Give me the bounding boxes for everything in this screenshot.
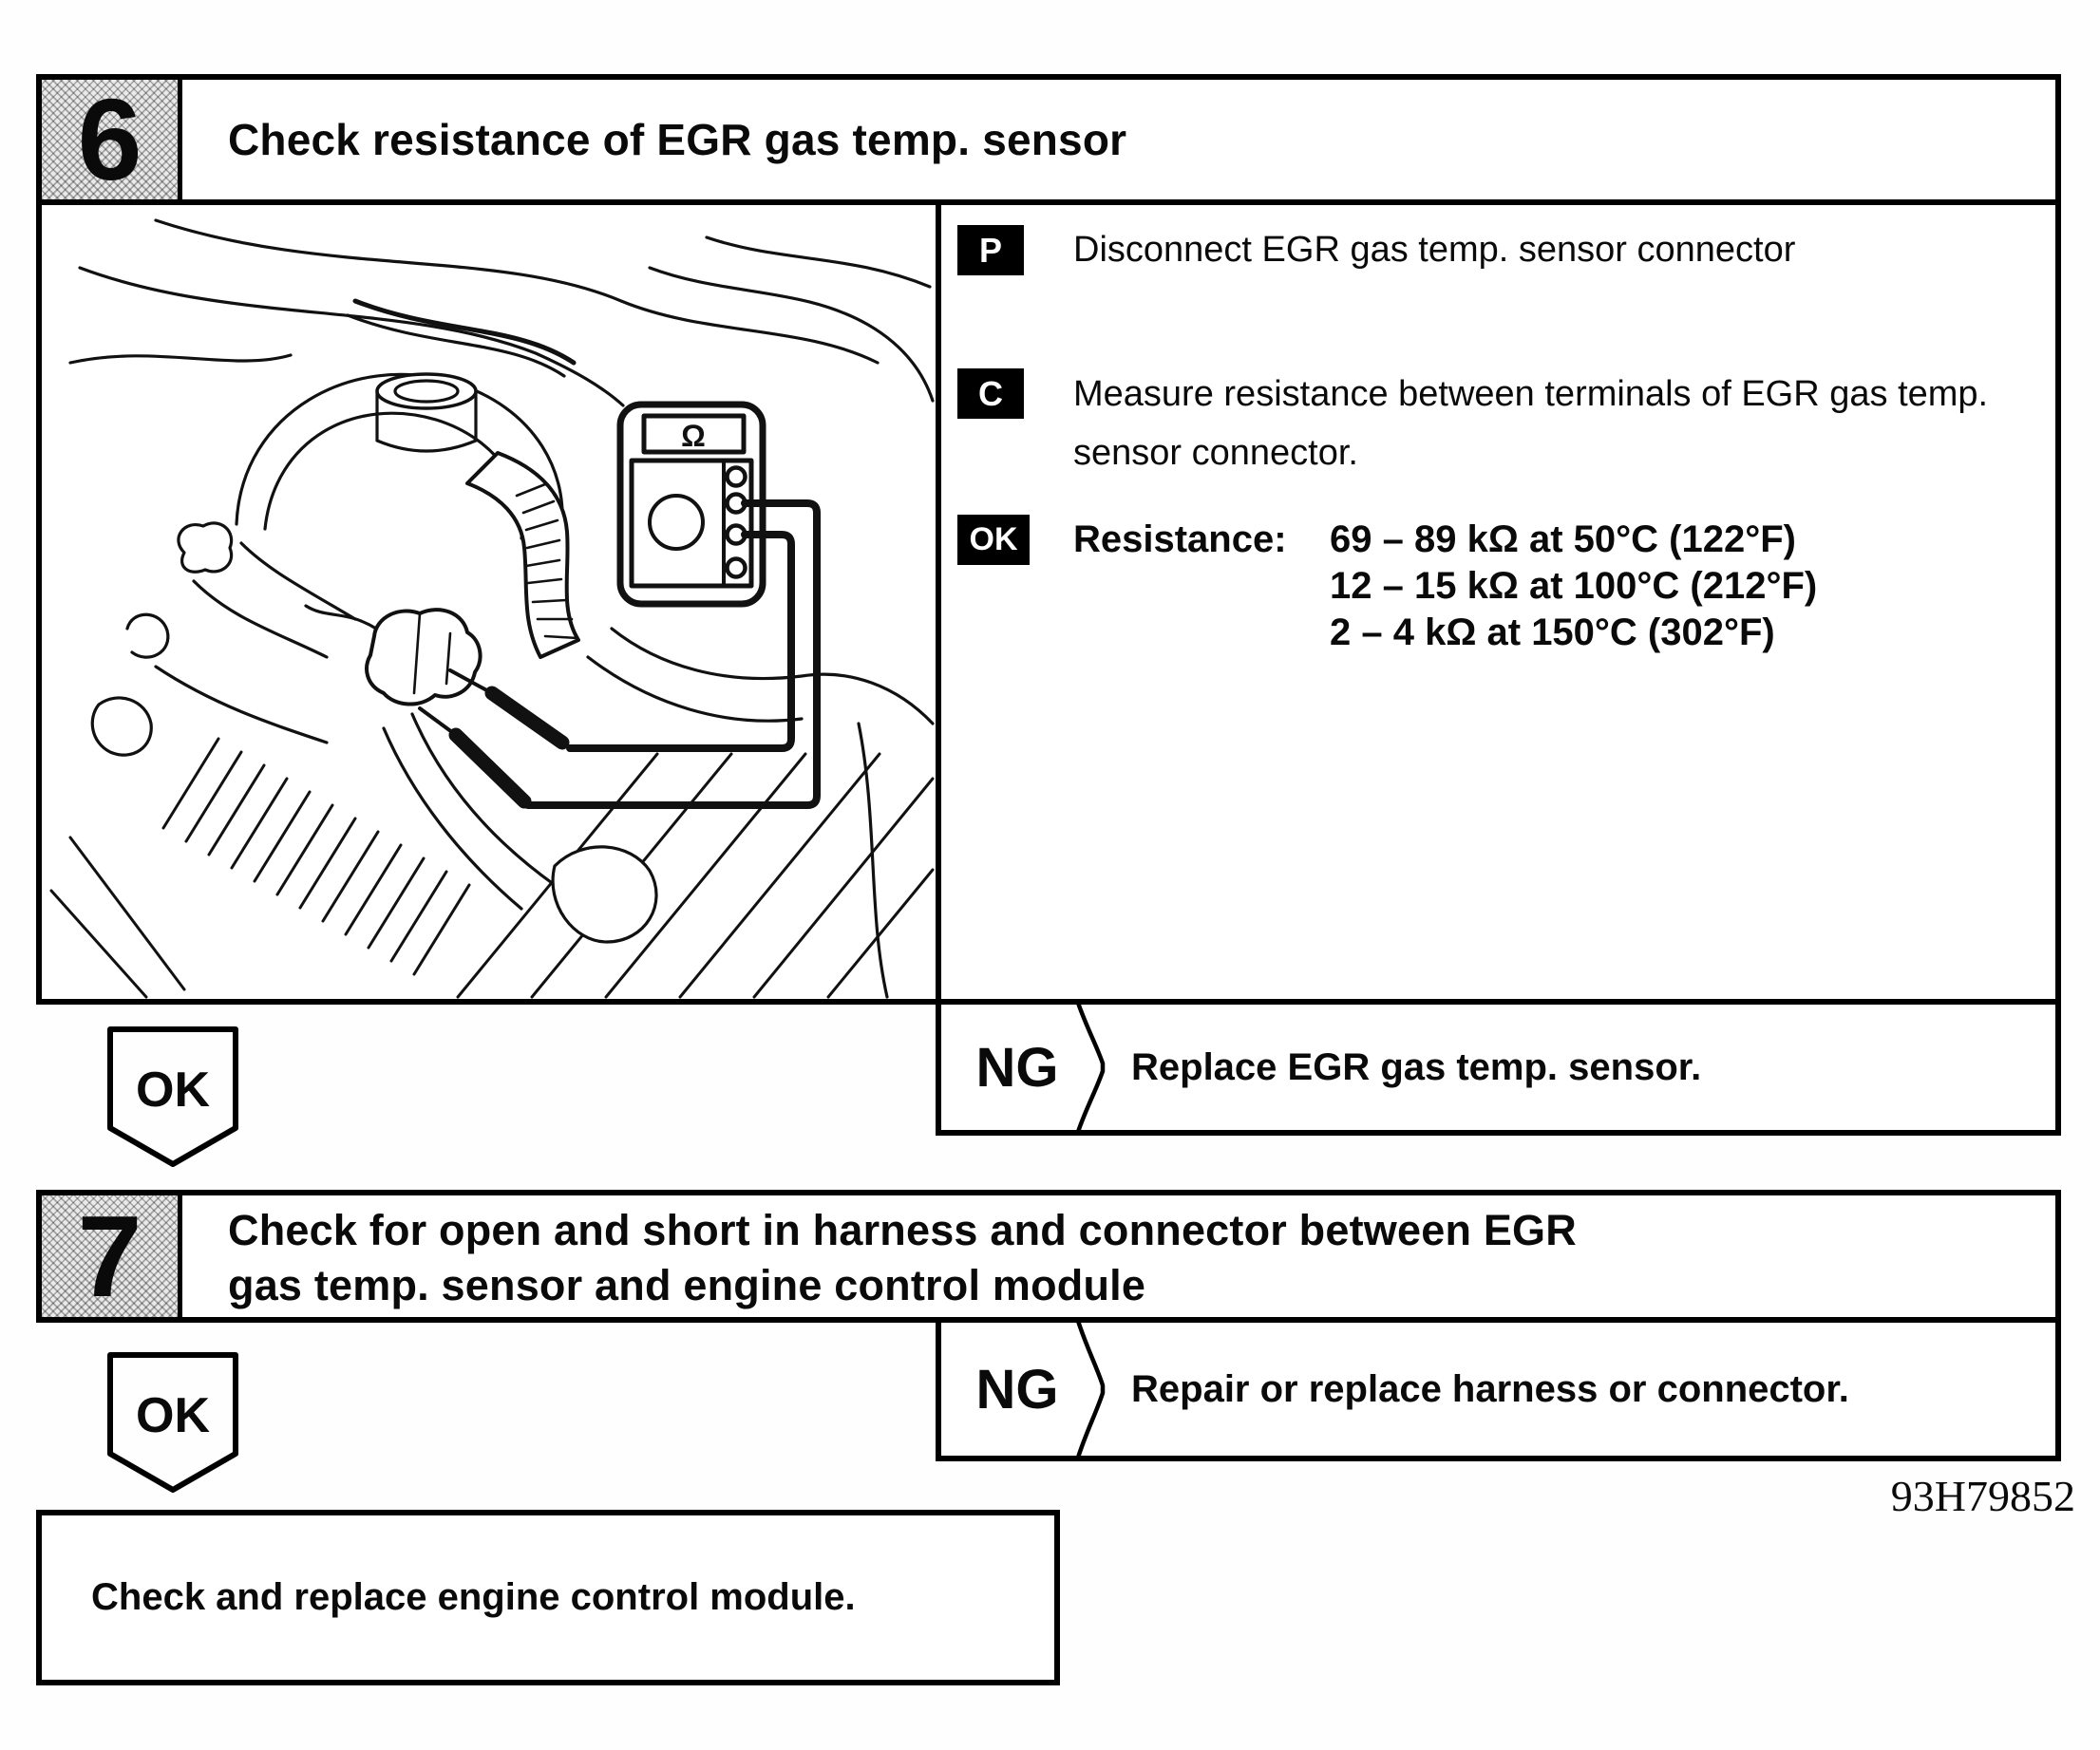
- procedure-badge-ok: OK: [957, 515, 1030, 565]
- frame-diagonals: [51, 754, 933, 997]
- procedure-badge-p: P: [957, 225, 1024, 275]
- plug-wire: [412, 714, 555, 885]
- resistance-value-row: 12 – 15 kΩ at 100°C (212°F): [1330, 565, 1818, 607]
- step7-number-cell: [42, 1192, 182, 1321]
- step7-title-line2: gas temp. sensor and engine control module: [228, 1261, 1146, 1309]
- step7-ng-label: NG: [975, 1358, 1059, 1421]
- step6-ok-label: OK: [136, 1063, 210, 1118]
- instruction-c-text: Measure resistance between terminals of EGR gas temp. sensor connector.: [1073, 374, 1989, 473]
- resistance-value-row: 2 – 4 kΩ at 150°C (302°F): [1330, 612, 1775, 653]
- final-action-box: [36, 1510, 1060, 1685]
- figure-code: 93H79852: [1890, 1472, 2075, 1520]
- ribbed-duct: [467, 453, 578, 657]
- hose-line: [612, 629, 933, 724]
- hose-line: [156, 667, 327, 743]
- component-blob: [553, 847, 656, 942]
- step7-title-line1: Check for open and short in harness and connector between EGR: [228, 1206, 1577, 1254]
- egr-sensor-connector: [367, 610, 480, 704]
- ng-chevron-icon: [1074, 1323, 1112, 1456]
- hose-line: [156, 220, 878, 363]
- resistance-values: [1330, 517, 1817, 656]
- test-probe-2: [456, 735, 524, 801]
- component-blob: [179, 523, 232, 572]
- step7-number: 7: [77, 1192, 142, 1321]
- step7-ok-pentagon: [101, 1351, 245, 1496]
- hose-line: [707, 237, 930, 287]
- resistance-value-row: 69 – 89 kΩ at 50°C (122°F): [1330, 518, 1796, 560]
- component-blob: [92, 698, 151, 755]
- hose-line: [241, 543, 355, 619]
- multimeter-omega-symbol: Ω: [681, 419, 706, 453]
- plug-wire: [384, 728, 521, 909]
- hose-line: [650, 268, 933, 401]
- final-action-text: Check and replace engine control module.: [91, 1576, 856, 1618]
- step7-ok-label: OK: [136, 1388, 210, 1443]
- step6-number: 6: [77, 75, 142, 204]
- probe-needle-2: [420, 708, 456, 735]
- step6-ng-box: [936, 999, 2061, 1136]
- test-probe-1: [492, 693, 562, 743]
- step6-header-box: [36, 74, 2061, 205]
- step7-title: [228, 1203, 1577, 1313]
- step6-title: Check resistance of EGR gas temp. sensor: [228, 115, 1127, 164]
- step7-ng-box: [936, 1317, 2061, 1461]
- procedure-badge-c: C: [957, 368, 1024, 419]
- step7-header-box: [36, 1190, 2061, 1323]
- hose-line: [588, 657, 802, 721]
- hose-line: [70, 355, 291, 363]
- ng-chevron-icon: [1074, 1005, 1112, 1130]
- hose-line: [80, 268, 623, 405]
- instruction-p-text: Disconnect EGR gas temp. sensor connector: [1073, 230, 1796, 270]
- step6-ok-pentagon: [101, 1026, 245, 1170]
- hose-line: [194, 581, 327, 657]
- step6-number-cell: [42, 75, 182, 204]
- component-blob: [127, 614, 168, 657]
- step7-ng-action: Repair or replace harness or connector.: [1131, 1367, 1849, 1410]
- engine-bay-illustration: [42, 211, 935, 999]
- resistance-label: Resistance:: [1073, 518, 1287, 560]
- step6-ng-label: NG: [975, 1036, 1059, 1099]
- step6-ng-action: Replace EGR gas temp. sensor.: [1131, 1045, 1702, 1088]
- column-divider: [936, 205, 941, 1005]
- valve-cover-fins: [163, 739, 469, 974]
